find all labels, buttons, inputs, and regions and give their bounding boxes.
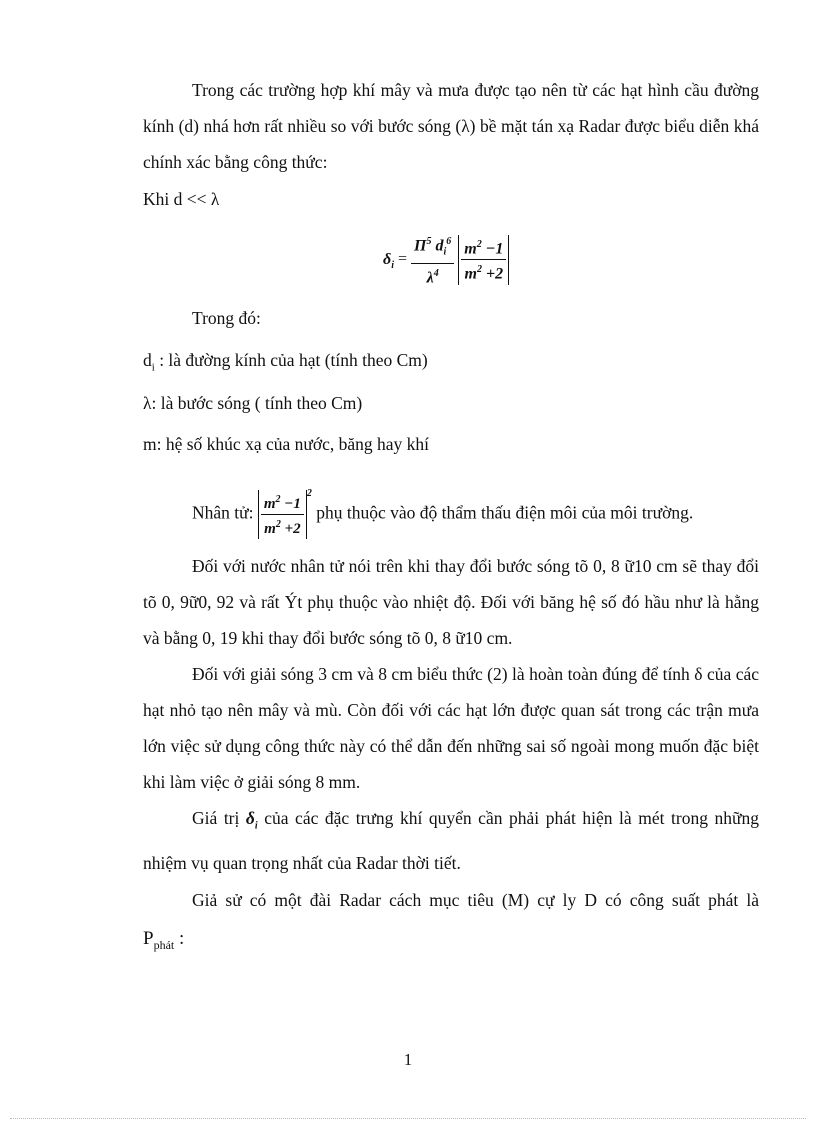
formula-main-fraction: $\frac{\Pi^5 d_i^6}{\lambda^4}$ <box>411 232 454 288</box>
definition-m: m: hệ số khúc xạ của nước, băng hay khí <box>143 434 430 454</box>
paragraph-water: Đối với nước nhân tử nói trên khi thay đổi bước sóng tõ 0, 8 ữ10 cm sẽ thay đổi tõ 0, 9ữ0, 92 và rất Ýt phụ thuộc vào nhiệt độ. Đối với băng hệ số đó hầu như là hằng và bằng 0, 19 khi thay đổi bước sóng tõ 0, 8 ữ10 cm. <box>143 556 759 648</box>
formula-abs-term: $\frac{m^2 -1}{m^2 +2}$ <box>458 235 509 285</box>
page-number: 1 <box>403 1050 413 1069</box>
where-label: Trong đó: <box>192 308 261 328</box>
condition-line: Khi d << λ <box>143 189 220 209</box>
delta-symbol: $\delta_i$ <box>245 808 258 832</box>
factor-formula: $\frac{m^2 -1}{m^2 +2}$ <box>258 490 307 539</box>
definition-lambda: λ: là bước sóng ( tính theo Cm) <box>143 393 363 413</box>
paragraph-assume: Giả sử có một đài Radar cách mục tiêu (M) cự ly D có công suất phát là <box>192 890 759 910</box>
paragraph-wavebands: Đối với giải sóng 3 cm và 8 cm biểu thức (2) là hoàn toàn đúng để tính δ của các hạt nhỏ tạo nên mây và mù. Còn đối với các hạt lớn được quan sát trong các trận mưa lớn việc sử dụng công thức này có thể dẫn đến những sai số ngoài mong muốn đặc biệt khi làm việc ở giải sóng 8 mm. <box>143 664 759 792</box>
scattering-formula <box>383 232 509 288</box>
formula-equals: = <box>397 250 408 268</box>
factor-line: Nhân tử: $\frac{m^2 -1}{m^2 +2}$ $^2$ phụ thuộc vào độ thẩm thấu điện môi của môi trường. <box>192 487 694 537</box>
formula-delta: $\delta_i$ <box>383 250 394 271</box>
power-symbol: $P_{phát}$ : <box>143 928 185 952</box>
page-bottom-divider <box>10 1118 806 1119</box>
paragraph-value: Giá trị $\delta_i$ của các đặc trưng khí quyển cần phải phát hiện là mét trong những nhiệm vụ quan trọng nhất của Radar thời tiết. <box>143 808 759 873</box>
paragraph-intro: Trong các trường hợp khí mây và mưa được tạo nên từ các hạt hình cầu đường kính (d) nhá hơn rất nhiều so với bước sóng (λ) bề mặt tán xạ Radar được biểu diễn khá chính xác bằng công thức: <box>143 80 759 172</box>
definition-d: $d_i$ : là đường kính của hạt (tính theo Cm) <box>143 350 428 374</box>
